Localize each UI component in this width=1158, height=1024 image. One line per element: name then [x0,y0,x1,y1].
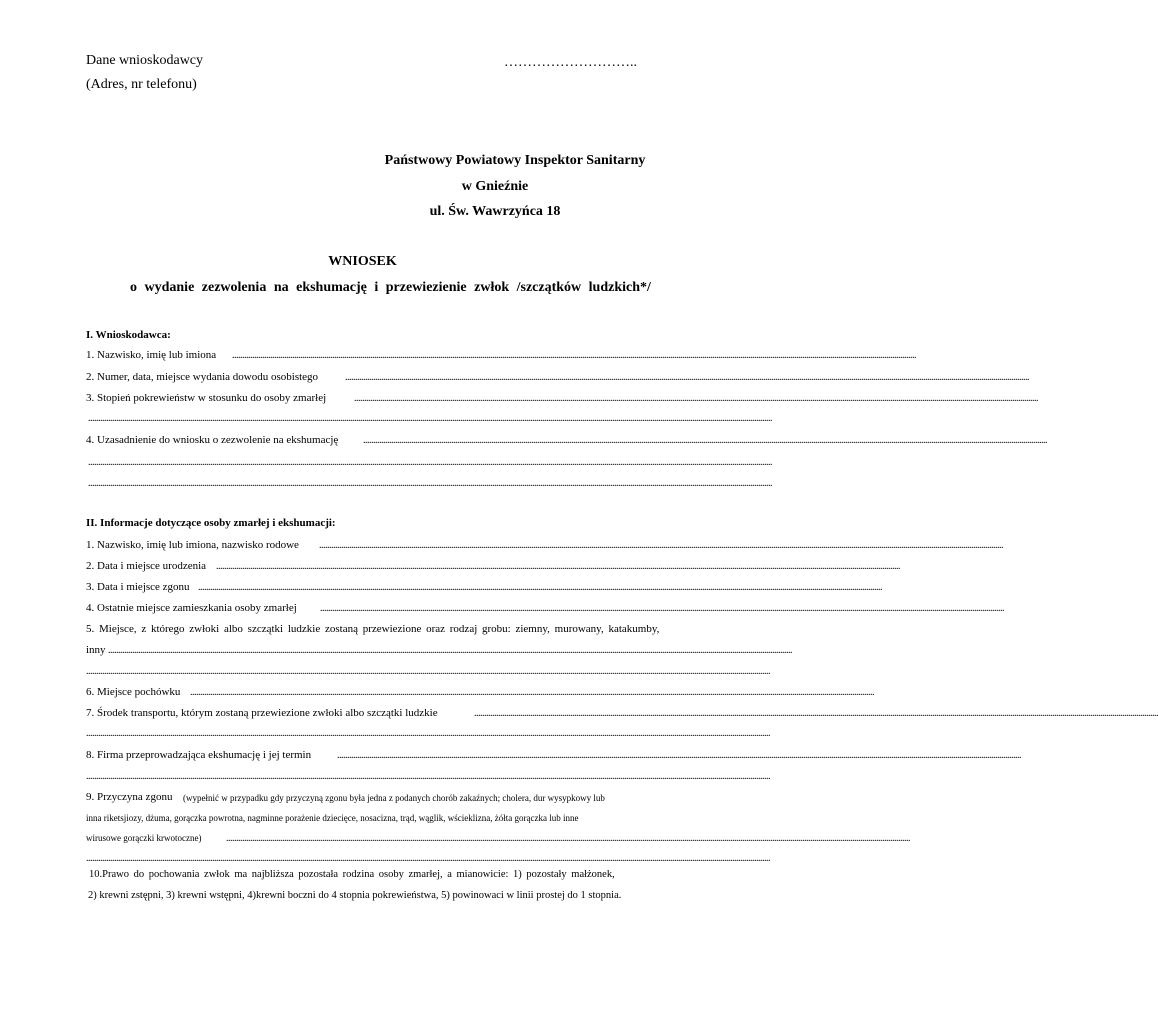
s2-item4-field[interactable]: ...................................................................................................................................................................................................................................................................................................................................................... [320,603,1004,614]
s2-item2-label: 2. Data i miejsce urodzenia [86,560,207,572]
s2-item1-field[interactable]: ...................................................................................................................................................................................................................................................................................................................................................... [319,540,1003,551]
section1-heading: I. Wnioskodawca: [86,329,171,341]
s2-item5-label-line2: inny [86,644,106,656]
s2-item9-note-line3: wirusowe gorączki krwotoczne) [86,833,202,843]
applicant-label: Dane wnioskodawcy [86,53,204,68]
s2-item1-label: 1. Nazwisko, imię lub imiona, nazwisko rodowe [86,539,299,551]
s1-item1-field[interactable]: ...................................................................................................................................................................................................................................................................................................................................................... [232,350,916,361]
s2-item8-label: 8. Firma przeprowadzająca ekshumację i jej termin [86,749,312,761]
s1-item4-field[interactable]: ...................................................................................................................................................................................................................................................................................................................................................... [363,435,1047,446]
s2-item6-field[interactable]: ...................................................................................................................................................................................................................................................................................................................................................... [190,687,874,698]
s1-item1-label: 1. Nazwisko, imię lub imiona [86,349,217,361]
s2-item3-label: 3. Data i miejsce zgonu [86,581,190,593]
signature-line: ……………………….. [504,55,637,70]
s2-item8-field[interactable]: ...................................................................................................................................................................................................................................................................................................................................................... [337,750,1021,761]
s1-item2-label: 2. Numer, data, miejsce wydania dowodu osobistego [86,371,319,383]
s2-item5-field-line2[interactable]: ...................................................................................................................................................................................................................................................................................................................................................... [86,666,770,677]
s2-item9-label: 9. Przyczyna zgonu [86,791,173,803]
s2-item7-label: 7. Środek transportu, którym zostaną przewiezione zwłoki albo szczątki ludzkie [86,707,438,719]
s2-item10-line2: 2) krewni zstępni, 3) krewni wstępni, 4)krewni boczni do 4 stopnia pokrewieństwa, 5) powinowaci w linii prostej do 1 stopnia. [88,890,622,901]
s2-item8-field-line2[interactable]: ...................................................................................................................................................................................................................................................................................................................................................... [86,771,770,782]
s2-item5-label: 5. Miejsce, z którego zwłoki albo szczątki ludzkie zostaną przewiezione oraz rodzaj grobu: ziemny, murowany, katakumby, [86,623,660,635]
s2-item9-field[interactable]: ...................................................................................................................................................................................................................................................................................................................................................... [226,833,910,844]
s1-item3-label: 3. Stopień pokrewieństw w stosunku do osoby zmarłej [86,392,327,404]
s2-item9-note-line2: inna riketsjiozy, dżuma, gorączka powrotna, nagminne porażenie dziecięce, nosacizna, trąd, wąglik, wścieklizna, żółta gorączka lub inne [86,813,579,823]
section2-heading: II. Informacje dotyczące osoby zmarłej i ekshumacji: [86,517,336,529]
s2-item9-field-line2[interactable]: ...................................................................................................................................................................................................................................................................................................................................................... [86,853,770,864]
s1-item4-label: 4. Uzasadnienie do wniosku o zezwolenie na ekshumację [86,434,339,446]
s2-item4-label: 4. Ostatnie miejsce zamieszkania osoby zmarłej [86,602,297,614]
s2-item3-field[interactable]: ...................................................................................................................................................................................................................................................................................................................................................... [198,582,882,593]
document-title: WNIOSEK [328,254,397,269]
authority-name: Państwowy Powiatowy Inspektor Sanitarny [384,153,646,168]
s2-item5-field[interactable]: ...................................................................................................................................................................................................................................................................................................................................................... [108,645,792,656]
s2-item9-note-line1: (wypełnić w przypadku gdy przyczyną zgonu była jedna z podanych chorób zakaźnych; cholera, dur wysypkowy lub [183,793,605,803]
authority-city: w Gnieźnie [461,179,529,194]
s2-item7-field-line2[interactable]: ...................................................................................................................................................................................................................................................................................................................................................... [86,728,770,739]
s1-item4-field-line3[interactable]: ...................................................................................................................................................................................................................................................................................................................................................... [88,478,772,489]
applicant-sub-label: (Adres, nr telefonu) [86,77,197,92]
authority-address: ul. Św. Wawrzyńca 18 [429,204,561,219]
s1-item4-field-line2[interactable]: ...................................................................................................................................................................................................................................................................................................................................................... [88,457,772,468]
s2-item7-field[interactable]: ...................................................................................................................................................................................................................................................................................................................................................... [474,708,1158,719]
s1-item3-field-line2[interactable]: ...................................................................................................................................................................................................................................................................................................................................................... [88,413,772,424]
s1-item2-field[interactable]: ...................................................................................................................................................................................................................................................................................................................................................... [345,372,1029,383]
s2-item2-field[interactable]: ...................................................................................................................................................................................................................................................................................................................................................... [216,561,900,572]
document-subtitle: o wydanie zezwolenia na ekshumację i przewiezienie zwłok /szczątków ludzkich*/ [130,280,651,295]
s2-item10-line1: 10.Prawo do pochowania zwłok ma najbliższa pozostała rodzina osoby zmarłej, a mianowicie: 1) pozostały małżonek, [89,869,615,880]
s1-item3-field[interactable]: ...................................................................................................................................................................................................................................................................................................................................................... [354,393,1038,404]
s2-item6-label: 6. Miejsce pochówku [86,686,181,698]
